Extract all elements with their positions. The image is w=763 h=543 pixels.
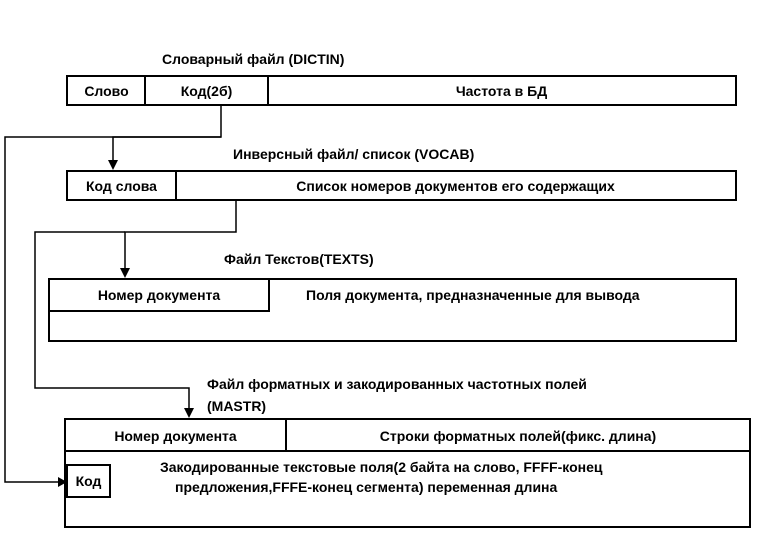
mastr-code-label: Код: [75, 473, 102, 489]
vocab-record: [66, 170, 737, 201]
dictin-field-code: Код(2б): [180, 82, 233, 99]
vocab-field-word-code: Код слова: [86, 177, 157, 194]
vocab-title: Инверсный файл/ список (VOCAB): [233, 146, 475, 162]
texts-divider-h: [50, 310, 270, 312]
texts-field-doc-number: Номер документа: [97, 287, 221, 303]
mastr-field-doc-number: Номер документа: [114, 427, 237, 444]
dictin-field-word: Слово: [84, 82, 129, 99]
connector-vocab-texts: [125, 200, 236, 268]
mastr-field-format-strings: Строки форматных полей(фикс. длина): [379, 427, 657, 444]
dictin-record: [66, 75, 737, 106]
arrow-head-vocab: [108, 160, 118, 170]
texts-title: Файл Текстов(TEXTS): [224, 251, 374, 267]
mastr-title-line2: (MASTR): [207, 398, 267, 414]
vocab-field-doc-list: Список номеров документов его содержащих: [296, 177, 615, 194]
texts-record: [48, 278, 737, 342]
dictin-field-frequency: Частота в БД: [455, 82, 548, 99]
mastr-encoded-line2: предложения,FFFE-конец сегмента) переменная длина: [175, 479, 558, 495]
arrow-head-mastr: [184, 408, 194, 418]
dictin-title: Словарный файл (DICTIN): [162, 51, 345, 67]
mastr-encoded-line1: Закодированные текстовые поля(2 байта на слово, FFFF-конец: [160, 459, 603, 475]
arrow-head-texts: [120, 268, 130, 278]
texts-field-output-fields: Поля документа, предназначенные для вывода: [306, 287, 640, 303]
mastr-title-line1: Файл форматных и закодированных частотных полей: [207, 376, 587, 392]
connector-dictin-vocab: [113, 105, 221, 160]
mastr-code-box: [66, 464, 111, 498]
mastr-divider-h: [66, 450, 749, 452]
